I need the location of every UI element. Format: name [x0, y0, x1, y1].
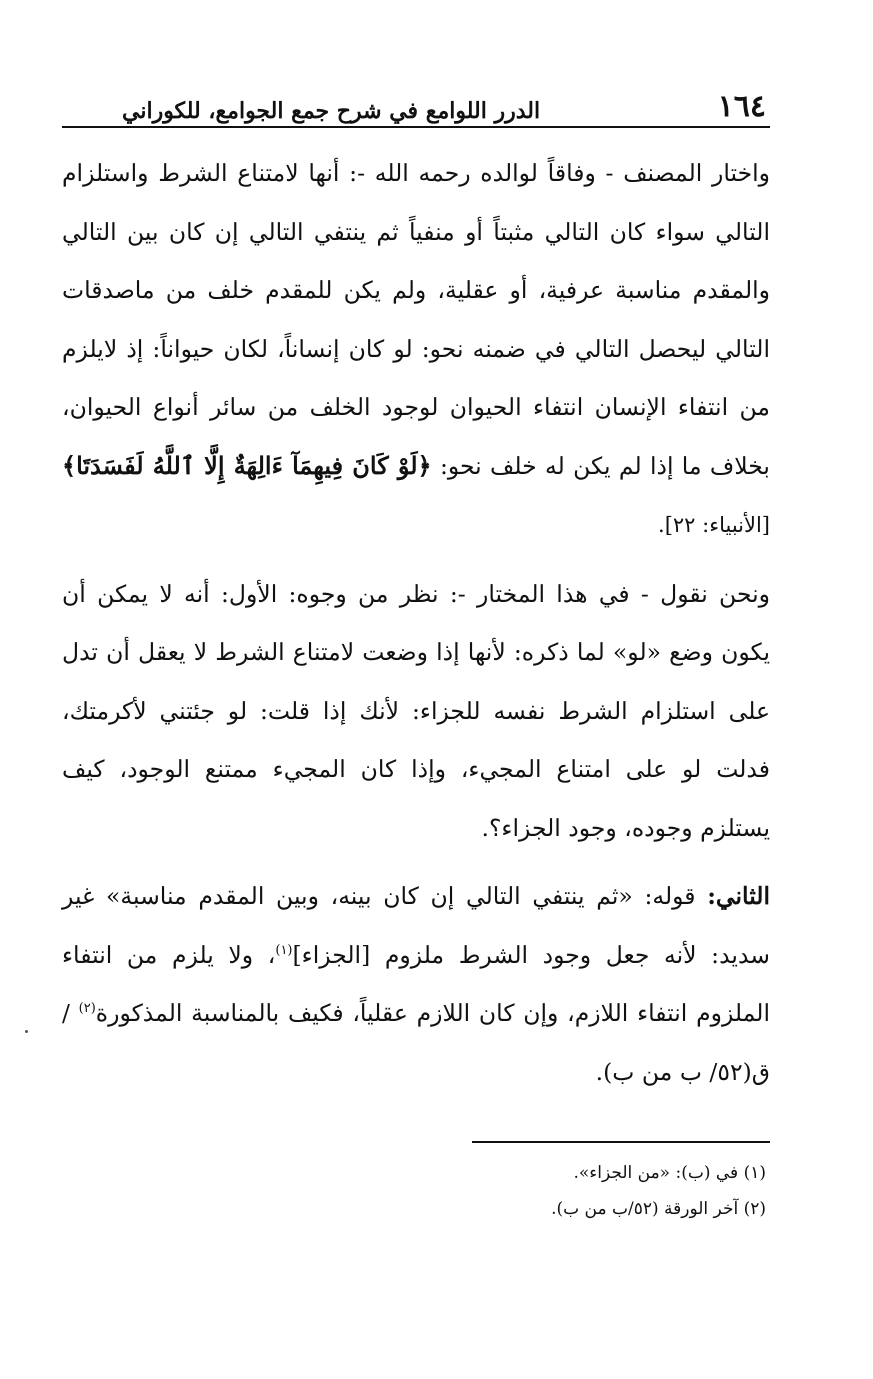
- footnote-2: (٢) آخر الورقة (٥٢/ب من ب).: [551, 1199, 766, 1219]
- page-header: [62, 78, 770, 128]
- footnote-separator: [472, 1141, 770, 1143]
- paragraph-3-lead: الثاني:: [707, 882, 770, 910]
- paragraph-3-text-part2: ، ولا يلزم من انتفاء الملزوم انتفاء اللازم، وإن كان اللازم عقلياً، فكيف بالمناسبة المذكورة: [62, 940, 770, 1027]
- footnote-marker-2[interactable]: (٢): [78, 1001, 96, 1017]
- verse-reference: [الأنبياء: ٢٢].: [658, 513, 770, 537]
- main-text: [62, 144, 770, 1101]
- book-page: [62, 78, 770, 1227]
- quran-verse: ﴿لَوْ كَانَ فِيهِمَآ ءَالِهَةٌ إِلَّا ٱللَّهُ لَفَسَدَتَا﴾: [62, 450, 432, 480]
- paragraph-1: [62, 144, 770, 555]
- footnote-1: (١) في (ب): «من الجزاء».: [573, 1163, 766, 1183]
- margin-speck: [25, 1030, 28, 1033]
- paragraph-3: [62, 867, 770, 1101]
- paragraph-2-text: ونحن نقول - في هذا المختار -: نظر من وجوه: الأول: أنه لا يمكن أن يكون وضع «لو» لما ذكره: لأنها إذا وضعت لامتناع الشرط لا يعقل أن تدل على استلزام الشرط نفسه للجزاء: لأنك إذا قلت: لو جئتني لأكرمتك، فدلت لو على امتناع المجيء، وإذا كان المجيء ممتنع الوجود، كيف يستلزم وجوده، وجود الجزاء؟.: [62, 579, 770, 842]
- footnote-marker-1[interactable]: (١): [275, 942, 293, 958]
- paragraph-2: [62, 565, 770, 858]
- footnotes: [62, 1155, 770, 1227]
- paragraph-3-text-part3: / ق(٥٢/ ب من ب).: [62, 999, 770, 1086]
- running-title: الدرر اللوامع في شرح جمع الجوامع، للكوراني: [122, 98, 541, 124]
- paragraph-1-text: واختار المصنف - وفاقاً لوالده رحمه الله -: أنها لامتناع الشرط واستلزام التالي سواء كان التالي مثبتاً أو منفياً ثم ينتفي التالي إن كان بين التالي والمقدم مناسبة عرفية، أو عقلية، ولم يكن للمقدم خلف من ماصدقات التالي ليحصل التالي في ضمنه نحو: لو كان إنساناً، لكان حيواناً: إذ لايلزم من انتفاء الإنسان انتفاء الحيوان لوجود الخلف من سائر أنواع الحيوان، بخلاف ما إذا لم يكن له خلف نحو:: [62, 159, 770, 480]
- paragraph-3-text-part1: قوله: «ثم ينتفي التالي إن كان بينه، وبين المقدم مناسبة» غير سديد: لأنه جعل وجود الشرط ملزوم [الجزاء]: [62, 882, 770, 969]
- page-number: ١٦٤: [717, 89, 766, 124]
